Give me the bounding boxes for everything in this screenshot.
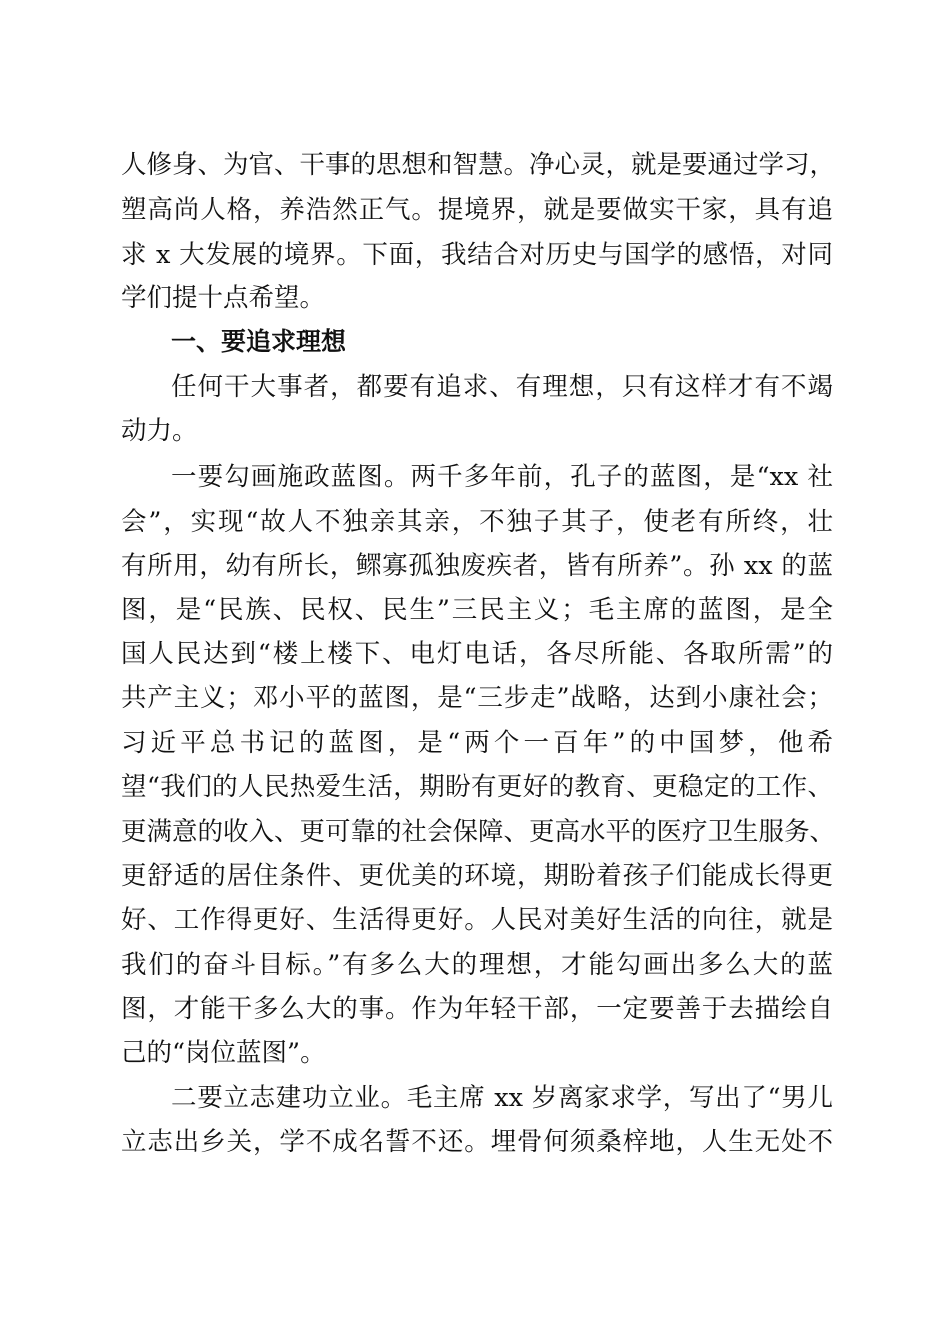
paragraph-line: 求 x 大发展的境界。下面，我结合对历史与国学的感悟，对同 bbox=[121, 240, 833, 270]
paragraph-line: 立志出乡关，学不成名誓不还。埋骨何须桑梓地，人生无处不 bbox=[121, 1127, 833, 1157]
paragraph-line: 国人民达到“楼上楼下、电灯电话，各尽所能、各取所需”的 bbox=[121, 639, 833, 669]
paragraph-line: 会”，实现“故人不独亲其亲，不独子其子，使老有所终，壮 bbox=[121, 507, 833, 537]
paragraph-line: 望“我们的人民热爱生活，期盼有更好的教育、更稳定的工作、 bbox=[121, 772, 833, 802]
paragraph-line: 我们的奋斗目标。”有多么大的理想，才能勾画出多么大的蓝 bbox=[121, 950, 833, 980]
paragraph-line: 图，才能干多么大的事。作为年轻干部，一定要善于去描绘自 bbox=[121, 994, 833, 1024]
paragraph-line: 一要勾画施政蓝图。两千多年前，孔子的蓝图，是“xx 社 bbox=[171, 462, 833, 492]
paragraph-line: 有所用，幼有所长，鳏寡孤独废疾者，皆有所养”。孙 xx 的蓝 bbox=[121, 551, 833, 581]
paragraph-line: 学们提十点希望。 bbox=[121, 283, 326, 313]
paragraph-line: 塑高尚人格，养浩然正气。提境界，就是要做实干家，具有追 bbox=[121, 195, 833, 225]
section-heading: 一、要追求理想 bbox=[171, 327, 347, 356]
paragraph-line: 人修身、为官、干事的思想和智慧。净心灵，就是要通过学习， bbox=[121, 150, 836, 180]
paragraph-line: 图，是“民族、民权、民生”三民主义；毛主席的蓝图，是全 bbox=[121, 595, 833, 625]
paragraph-line: 二要立志建功立业。毛主席 xx 岁离家求学，写出了“男儿 bbox=[171, 1083, 833, 1113]
paragraph-line: 任何干大事者，都要有追求、有理想，只有这样才有不竭 bbox=[171, 372, 833, 402]
paragraph-line: 好、工作得更好、生活得更好。人民对美好生活的向往，就是 bbox=[121, 905, 833, 935]
paragraph-line: 习近平总书记的蓝图，是“两个一百年”的中国梦，他希 bbox=[121, 728, 833, 758]
paragraph-line: 更舒适的居住条件、更优美的环境，期盼着孩子们能成长得更 bbox=[121, 861, 833, 891]
paragraph-line: 共产主义；邓小平的蓝图，是“三步走”战略，达到小康社会； bbox=[121, 683, 833, 713]
paragraph-line: 动力。 bbox=[121, 416, 198, 446]
paragraph-line: 己的“岗位蓝图”。 bbox=[121, 1038, 326, 1068]
paragraph-line: 更满意的收入、更可靠的社会保障、更高水平的医疗卫生服务、 bbox=[121, 817, 836, 847]
